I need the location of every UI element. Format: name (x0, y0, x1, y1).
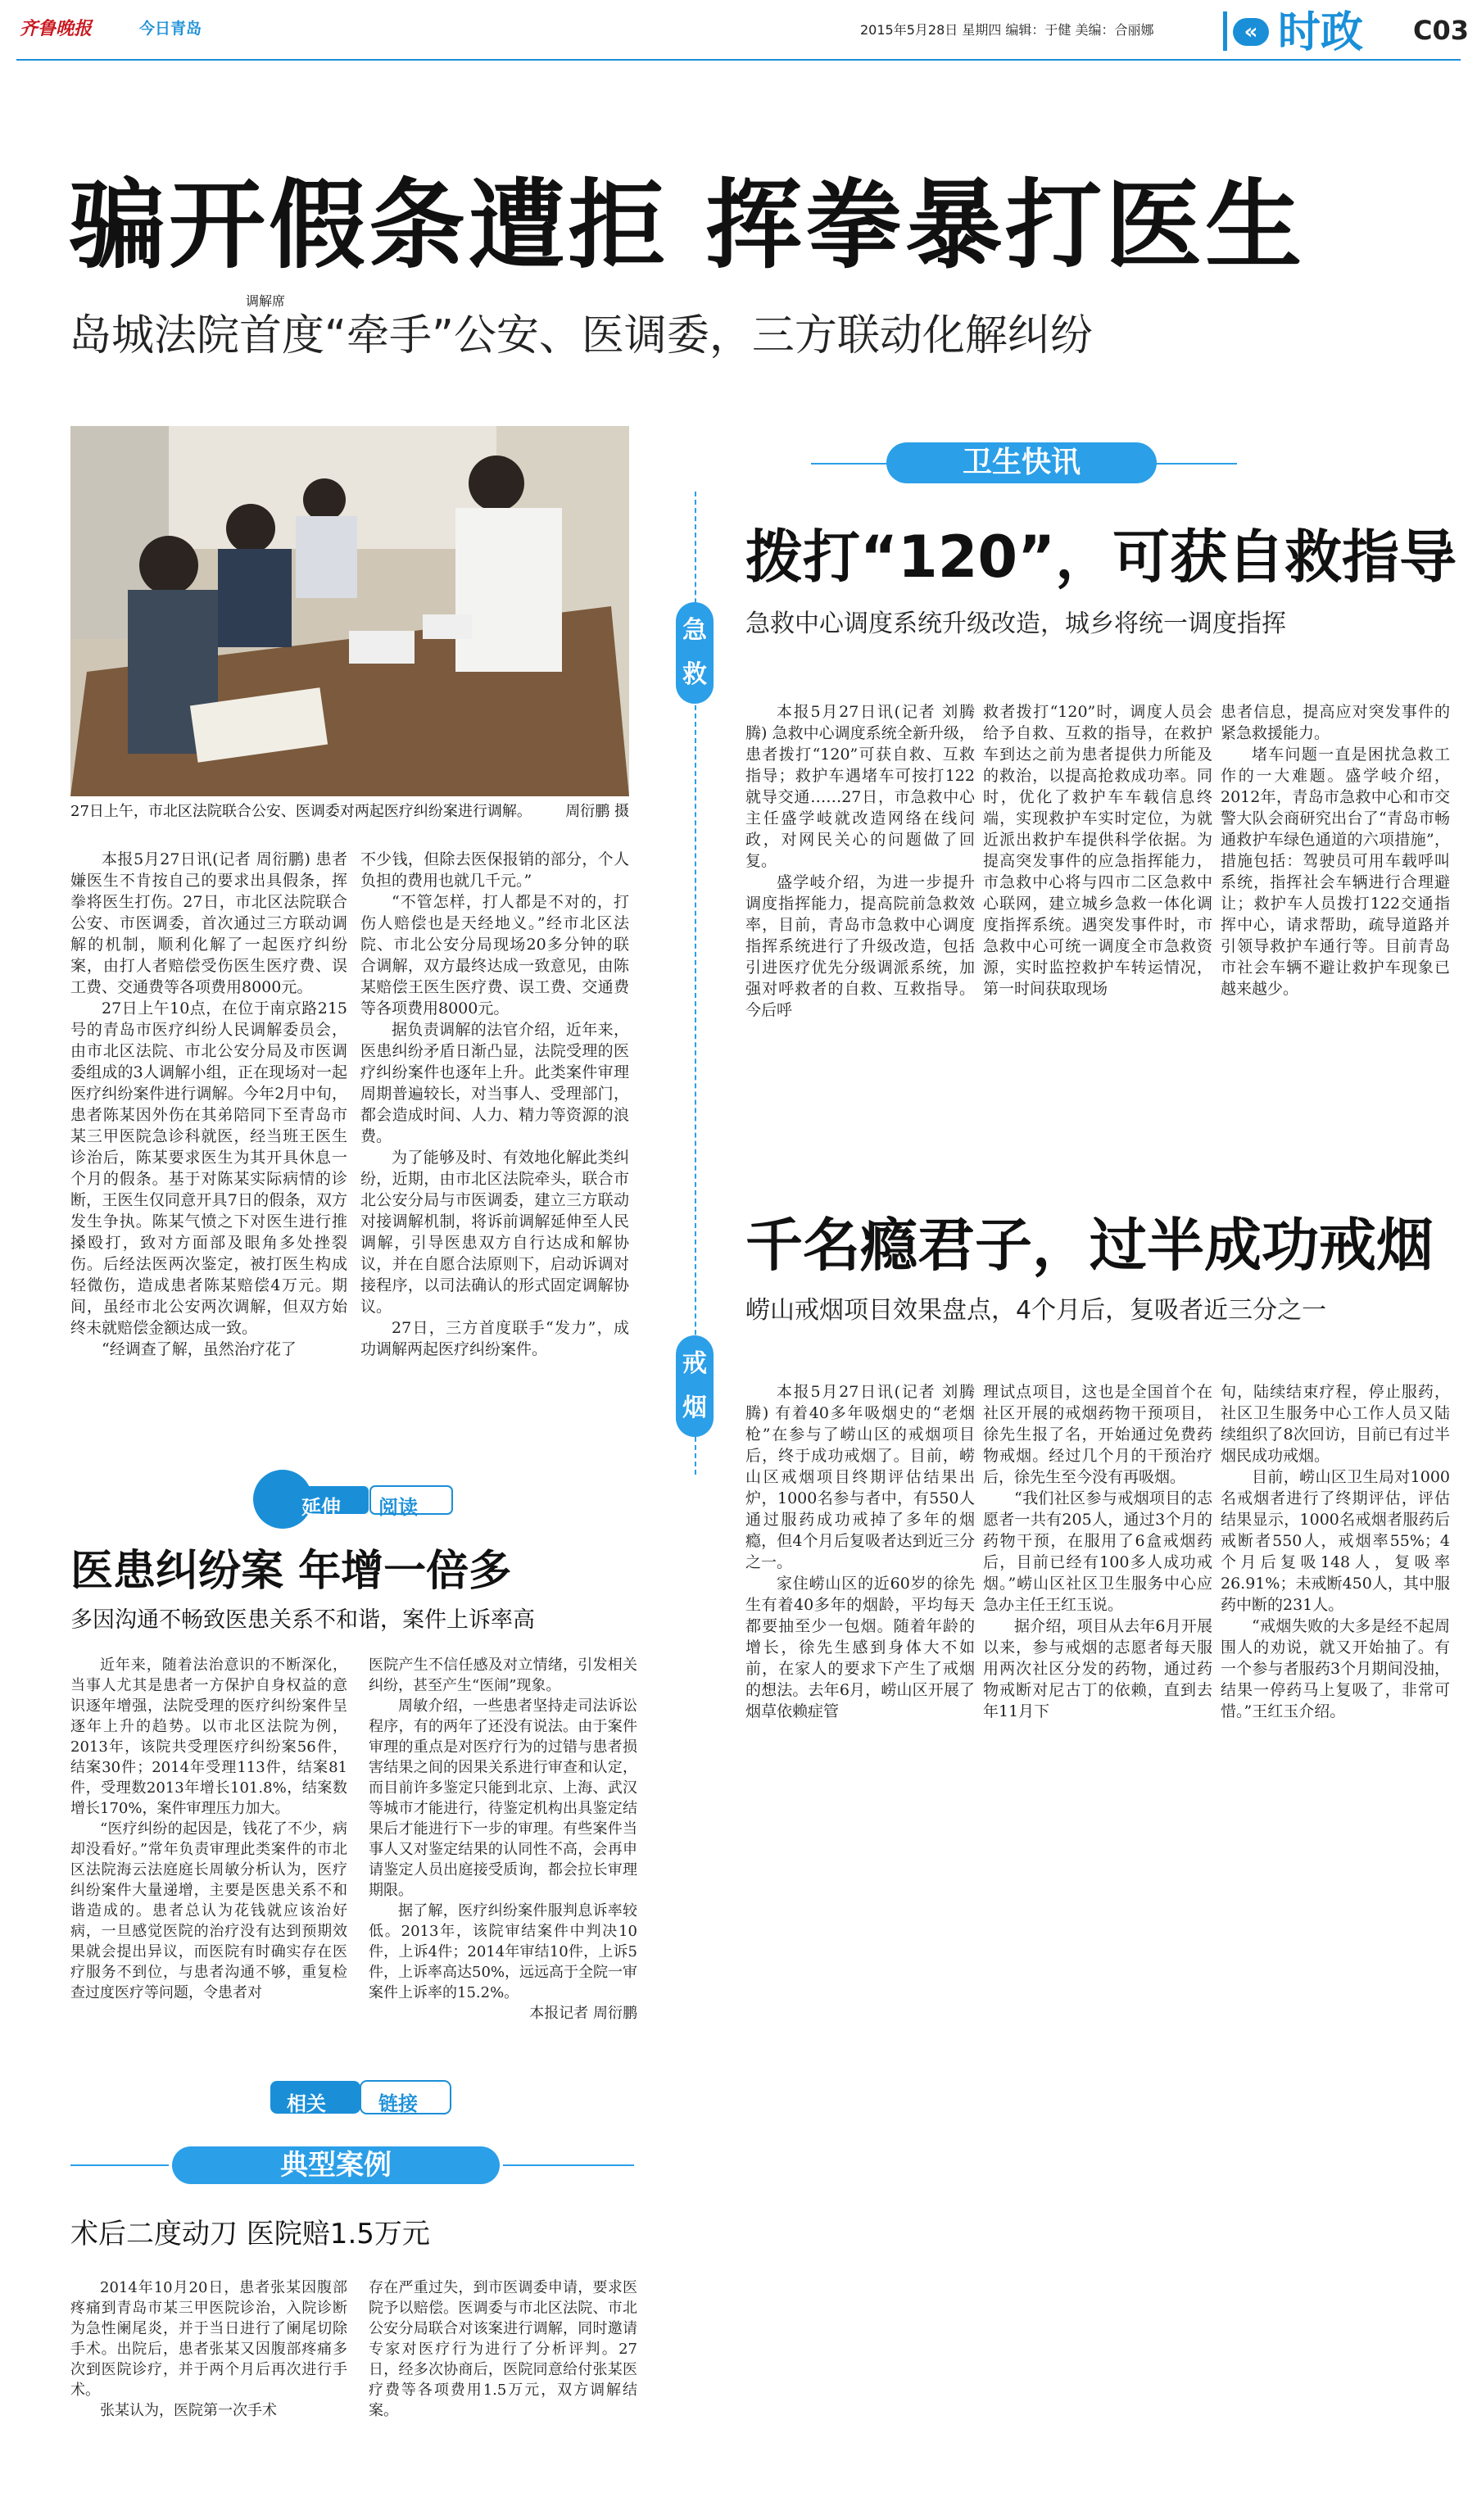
paragraph: 27日，三方首度联手“发力”，成功调解两起医疗纠纷案件。 (360, 1319, 629, 1358)
paragraph: 目前，崂山区卫生局对1000名戒烟者进行了终期评估，评估结果显示，1000名戒烟者服药后戒断者550人，戒烟率55%；4个月后复吸148人，复吸率26.91%；未戒断450人，其中服药中断的231人。 (1221, 1468, 1450, 1614)
main-headline: 骗开假条遭拒 挥拳暴打医生 (69, 169, 1306, 282)
paragraph: 本报5月27日讯(记者 周衍鹏) 患者嫌医生不肯按自己的要求出具假条，挥拳将医生打伤。27日，市北区法院联合公安、市医调委，首次通过三方联动调解的机制，顺利化解了一起医疗纠纷案，由打人者赔偿受伤医生医疗费、误工费、交通费等各项费用8000元。 (70, 850, 347, 996)
tag-emergency: 急救 (676, 602, 714, 704)
paragraph: “我们社区参与戒烟项目的志愿者一共有205人，通过3个月的药物干预，在服用了6盒戒烟药后，目前已经有100多人成功戒烟。”崂山区社区卫生服务中心应急办主任王红玉说。 (983, 1489, 1212, 1614)
main-article-col1 (70, 849, 347, 1360)
tag-smoking: 戒烟 (676, 1335, 714, 1437)
extension-badge-icon (246, 1466, 459, 1532)
paragraph: “戒烟失败的大多是经不起周围人的劝说，就又开始抽了。有一个参与者服药3个月期间没抽，结果一停药马上复吸了，非常可惜。”王红玉介绍。 (1221, 1617, 1450, 1720)
paragraph: 理试点项目，这也是全国首个在社区开展的戒烟药物干预项目，徐先生报了名，开始通过免费药物戒烟。经过几个月的干预治疗后，徐先生至今没有再吸烟。 (983, 1383, 1212, 1486)
section-title: 时政 (1278, 8, 1364, 57)
extension-col1 (70, 1655, 347, 2003)
paragraph: 2014年10月20日，患者张某因腹部疼痛到青岛市某三甲医院诊治，入院诊断为急性阑尾炎，并于当日进行了阑尾切除手术。出院后，患者张某又因腹部疼痛多次到医院诊疗，并于两个月后再次进行手术。 (70, 2279, 347, 2399)
page-number: C03 (1413, 15, 1470, 46)
story2-col2 (983, 1381, 1212, 1722)
edition-label: 今日青岛 (139, 20, 202, 38)
paragraph: 家住崂山区的近60岁的徐先生有着40多年的烟龄，平均每天都要抽至少一包烟。随着年龄的增长，徐先生感到身体大不如前，在家人的要求下产生了戒烟的想法。去年6月，崂山区开展了烟草依赖症管 (745, 1575, 975, 1720)
chevron-left-icon: « (1233, 18, 1269, 46)
photo-sign: 调解席 (246, 293, 286, 309)
paragraph: “医疗纠纷的起因是，钱花了不少，病却没看好。”常年负责审理此类案件的市北区法院海云法庭庭长周敏分析认为，医疗纠纷案件大量递增，主要是医患关系不和谐造成的。患者总认为花钱就应该治好病，一旦感觉医院的治疗没有达到预期效果就会提出异议，而医院有时确实存在医疗服务不到位，与患者沟通不够，重复检查过度医疗等问题，令患者对 (70, 1820, 347, 2001)
paragraph: 不少钱，但除去医保报销的部分，个人负担的费用也就几千元。” (360, 850, 629, 890)
caption-credit: 周衍鹏 摄 (565, 803, 629, 820)
pill-divider-left (70, 2164, 169, 2166)
paragraph: 旬，陆续结束疗程，停止服药，社区卫生服务中心工作人员又陆续组织了8次回访，目前已有过半烟民成功戒烟。 (1221, 1383, 1450, 1465)
mediation-photo (70, 426, 629, 796)
paragraph: 堵车问题一直是困扰急救工作的一大难题。盛学岐介绍，2012年，青岛市急救中心和市交警大队会商研究出台了“青岛市畅通救护车绿色通道的六项措施”，措施包括：驾驶员可用车载呼叫系统，指挥社会车辆进行合理避让；救护车人员拨打122交通指挥中心，请求帮助，疏导道路并引领导救护车通行等。目前青岛市社会车辆不避让救护车现象已越来越少。 (1221, 746, 1450, 998)
paragraph: 存在严重过失，到市医调委申请，要求医院予以赔偿。医调委与市北区法院、市北公安分局联合对该案进行调解，同时邀请专家对医疗行为进行了分析评判。27日，经多次协商后，医院同意给付张某医疗费等各项费用1.5万元，双方调解结案。 (369, 2279, 637, 2419)
paragraph: 周敏介绍，一些患者坚持走司法诉讼程序，有的两年了还没有说法。由于案件审理的重点是对医疗行为的过错与患者损害结果之间的因果关系进行审查和认定，而目前许多鉴定只能到北京、上海、武汉等城市才能进行，待鉴定机构出具鉴定结果后才能进行下一步的审理。有些案件当事人又对鉴定结果的认同性不高，会再申请鉴定人员出庭接受质询，都会拉长审理期限。 (369, 1697, 637, 1899)
story1-headline: 拨打“120”，可获自救指导 (745, 523, 1457, 591)
extension-badge-a: 延伸 (301, 1496, 341, 1519)
story2-subhead: 崂山戒烟项目效果盘点，4个月后，复吸者近三分之一 (745, 1296, 1327, 1325)
paragraph: 张某认为，医院第一次手术 (100, 2402, 277, 2419)
header-divider (16, 59, 1461, 61)
story2-headline: 千名瘾君子，过半成功戒烟 (745, 1212, 1434, 1279)
paragraph: 盛学岐介绍，为进一步提升调度指挥能力，提高院前急救效率，目前，青岛市急救中心调度指挥系统进行了升级改造，包括引进医疗优先分级调派系统，加强对呼救者的自救、互救指导。今后呼 (745, 873, 975, 1019)
main-article-col2 (360, 849, 629, 1360)
extension-badge (246, 1466, 459, 1532)
case-col2 (369, 2278, 637, 2421)
paragraph: “不管怎样，打人都是不对的，打伤人赔偿也是天经地义。”经市北区法院、市北公安分局现场20多分钟的联合调解，双方最终达成一致意见，由陈某赔偿王医生医疗费、误工费、交通费等各项费用8000元。 (360, 893, 629, 1018)
case-title: 术后二度动刀 医院赔1.5万元 (70, 2218, 430, 2250)
paragraph: 近年来，随着法治意识的不断深化，当事人尤其是患者一方保护自身权益的意识逐年增强，法院受理的医疗纠纷案件呈逐年上升的趋势。以市北区法院为例，2013年，该院共受理医疗纠纷案56件，结案30件；2014年受理113件，结案81件，受理数2013年增长101.8%，结案数增长170%，案件审理压力加大。 (70, 1657, 347, 1817)
related-badge-b: 链接 (378, 2092, 418, 2115)
story1-col2 (983, 701, 1212, 999)
health-news-pill: 卫生快讯 (886, 442, 1157, 483)
issue-meta: 2015年5月28日 星期四 编辑：于健 美编：合丽娜 (860, 22, 1154, 38)
caption-text: 27日上午，市北区法院联合公安、医调委对两起医疗纠纷案进行调解。 (70, 803, 532, 820)
newspaper-brand: 齐鲁晚报 (20, 18, 93, 39)
extension-badge-b: 阅读 (378, 1496, 418, 1519)
paragraph: 为了能够及时、有效地化解此类纠纷，近期，由市北区法院牵头，联合市北公安分局与市医调委，建立三方联动对接调解机制，将诉前调解延伸至人民调解，引导医患双方自行达成和解协议，并在自愿合法原则下，启动诉调对接程序，以司法确认的形式固定调解协议。 (360, 1149, 629, 1316)
paragraph: 据负责调解的法官介绍，近年来，医患纠纷矛盾日渐凸显，法院受理的医疗纠纷案件也逐年上升。此类案件审理周期普遍较长，对当事人、受理部门，都会造成时间、人力、精力等资源的浪费。 (360, 1021, 629, 1145)
extension-headline: 医患纠纷案 年增一倍多 (70, 1547, 512, 1596)
photo-caption (70, 801, 629, 823)
paragraph: 27日上午10点，在位于南京路215号的青岛市医疗纠纷人民调解委员会，由市北区法院、市北公安分局及市医调委组成的3人调解小组，正在现场对一起医疗纠纷案件进行调解。今年2月中旬，患者陈某因外伤在其弟陪同下至青岛市某三甲医院急诊科就医，经当班王医生诊治后，陈某要求医生为其开具休息一个月的假条。基于对陈某实际病情的诊断，王医生仅同意开具7日的假条，双方发生争执。陈某气愤之下对医生进行推搡殴打，致对方面部及眼角多处挫裂伤。后经法医两次鉴定，被打医生构成轻微伤，造成患者陈某赔偿4万元。期间，虽经市北公安两次调解，但双方始终未就赔偿金额达成一致。 (70, 999, 347, 1337)
byline: 本报记者 周衍鹏 (529, 2005, 637, 2022)
story2-col1 (745, 1381, 975, 1722)
story2-col3 (1221, 1381, 1450, 1722)
paragraph: 救者拨打“120”时，调度人员会给予自救、互救的指导，在救护车到达之前为患者提供力所能及的救治，以提高抢救成功率。同时，优化了救护车车载信息终端，实现救护车实时定位，为就近派出救护车提供科学依据。为提高突发事件的应急指挥能力，市急救中心将与四市二区急救中心联网，建立城乡急救一体化调度指挥系统。遇突发事件时，市急救中心可统一调度全市急救资源，实时监控救护车转运情况，第一时间获取现场 (983, 703, 1212, 998)
extension-col2 (369, 1655, 637, 2024)
paragraph: 患者信息，提高应对突发事件的紧急救援能力。 (1221, 703, 1450, 742)
story1-col3 (1221, 701, 1450, 999)
paragraph: “经调查了解，虽然治疗花了 (102, 1340, 297, 1358)
paragraph: 据了解，医疗纠纷案件服判息诉率较低。2013年，该院审结案件中判决10件，上诉4件；2014年审结10件，上诉5件，上诉率高达50%，远远高于全院一审案件上诉率的15.2%。 (369, 1902, 638, 2001)
extension-subhead: 多因沟通不畅致医患关系不和谐，案件上诉率高 (70, 1607, 535, 1633)
main-subheadline: 岛城法院首度“牵手”公安、医调委，三方联动化解纠纷 (69, 311, 1093, 360)
paragraph: 本报5月27日讯(记者 刘腾腾) 有着40多年吸烟史的“老烟枪”在参与了崂山区的戒烟项目后，终于成功戒烟了。目前，崂山区戒烟项目终期评估结果出炉，1000名参与者中，有550人通过服药成功戒掉了多年的烟瘾，但4个月后复吸者达到近三分之一。 (745, 1383, 975, 1571)
paragraph: 本报5月27日讯(记者 刘腾腾) 急救中心调度系统全新升级，患者拨打“120”可获自救、互救指导；救护车遇堵车可按打122就导交通……27日，市急救中心主任盛学岐就改造网络在线问政，对网民关心的问题做了回复。 (745, 703, 975, 870)
paragraph: 据介绍，项目从去年6月开展以来，参与戒烟的志愿者每天服用两次社区分发的药物，通过药物戒断对尼古丁的依赖，直到去年11月下 (983, 1617, 1212, 1720)
pill-divider-right (503, 2164, 634, 2166)
story1-col1 (745, 701, 975, 1021)
case-col1 (70, 2278, 347, 2421)
story1-subhead: 急救中心调度系统升级改造，城乡将统一调度指挥 (745, 610, 1286, 638)
typical-case-pill: 典型案例 (172, 2146, 500, 2184)
paragraph: 医院产生不信任感及对立情绪，引发相关纠纷，甚至产生“医闹”现象。 (369, 1657, 637, 1694)
related-badge-a: 相关 (287, 2092, 326, 2115)
